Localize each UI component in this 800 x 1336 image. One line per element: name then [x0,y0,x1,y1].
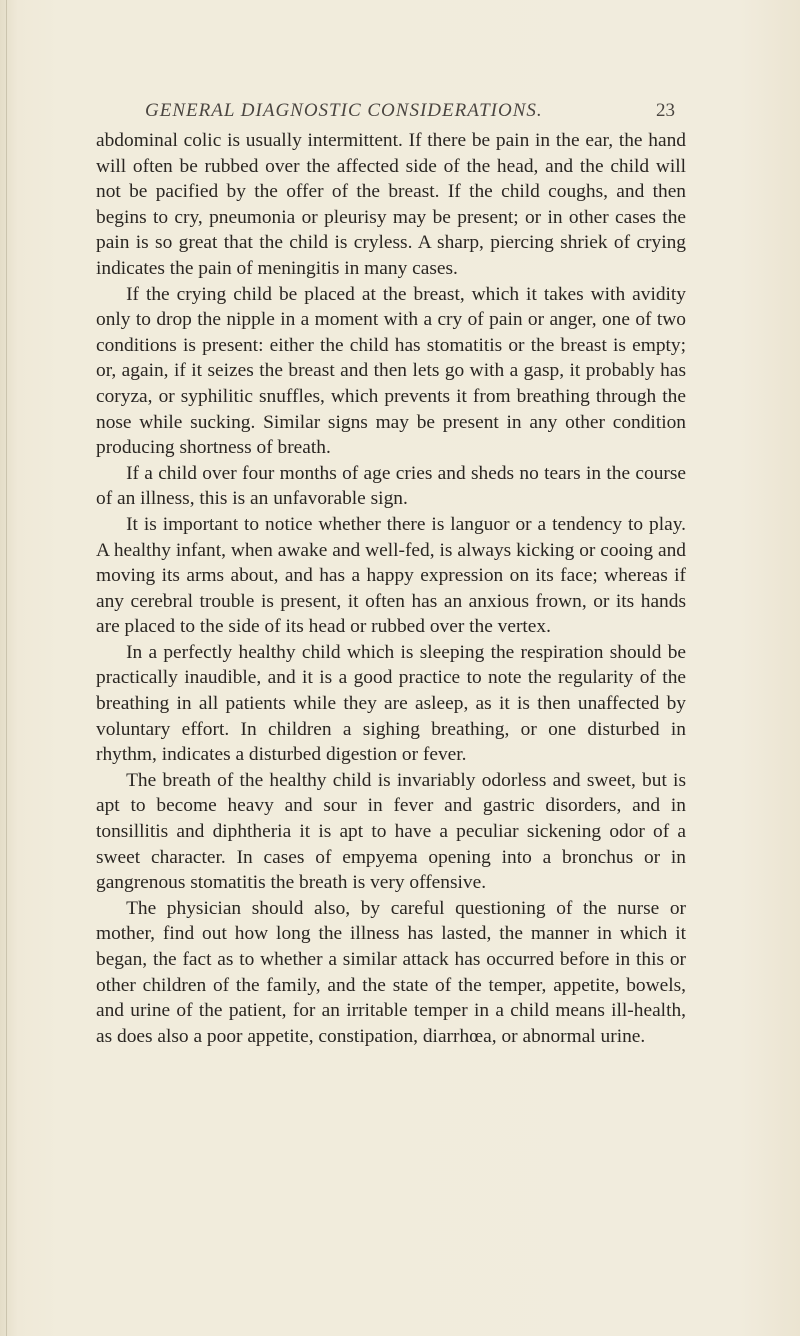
page-number: 23 [656,100,675,121]
paragraph-breath-odor: The breath of the healthy child is invariably odorless and sweet, but is apt to become heavy and sour in fever and gastric disorders, and in tonsillitis and diphtheria it is apt to have a peculiar sickening odor of a sweet character. In cases of empyema opening into a bronchus or in gangrenous stomatitis the breath is very offensive. [96,769,686,894]
body-text [96,128,686,1049]
paragraph-respiration: In a perfectly healthy child which is sleeping the respiration should be practically inaudible, and it is a good practice to note the regularity of the breathing in all patients while they are asleep, as it is then unaffected by voluntary effort. In children a sighing breathing, or one disturbed in rhythm, indicates a disturbed digestion or fever. [96,641,686,766]
paragraph-history: The physician should also, by careful questioning of the nurse or mother, find out how long the illness has lasted, the manner in which it began, the fact as to whether a similar attack has occurred before in this or other children of the family, and the state of the temper, appetite, bowels, and urine of the patient, for an irritable temper in a child means ill-health, as does also a poor appetite, constipation, diarrhœa, or abnormal urine. [96,897,686,1047]
page-gutter-edge [6,0,7,1336]
paragraph-languor: It is important to notice whether there is languor or a tendency to play. A healthy infant, when awake and well-fed, is always kicking or cooing and moving its arms about, and has a happy expression on its face; whereas if any cerebral trouble is present, it often has an anxious frown, or its hands are placed to the side of its head or rubbed over the vertex. [96,513,686,638]
running-title: GENERAL DIAGNOSTIC CONSIDERATIONS. [145,100,543,121]
running-head [145,100,675,126]
paragraph-continued: abdominal colic is usually intermittent. If there be pain in the ear, the hand will often be rubbed over the affected side of the head, and the child will not be pacified by the offer of the breast. If the child coughs, and then begins to cry, pneumonia or pleurisy may be present; or in other cases the pain is so great that the child is cryless. A sharp, piercing shriek of crying indicates the pain of meningitis in many cases. [96,130,686,279]
paragraph-tears: If a child over four months of age cries and sheds no tears in the course of an illness, this is an unfavorable sign. [96,462,686,510]
paragraph-crying-at-breast: If the crying child be placed at the breast, which it takes with avidity only to drop the nipple in a moment with a cry of pain or anger, one of two conditions is present: either the child has stomatitis or the breast is empty; or, again, if it seizes the breast and then lets go with a gasp, it probably has coryza, or syphilitic snuffles, which prevents it from breathing through the nose while sucking. Similar signs may be present in any other condition producing shortness of breath. [96,283,686,459]
